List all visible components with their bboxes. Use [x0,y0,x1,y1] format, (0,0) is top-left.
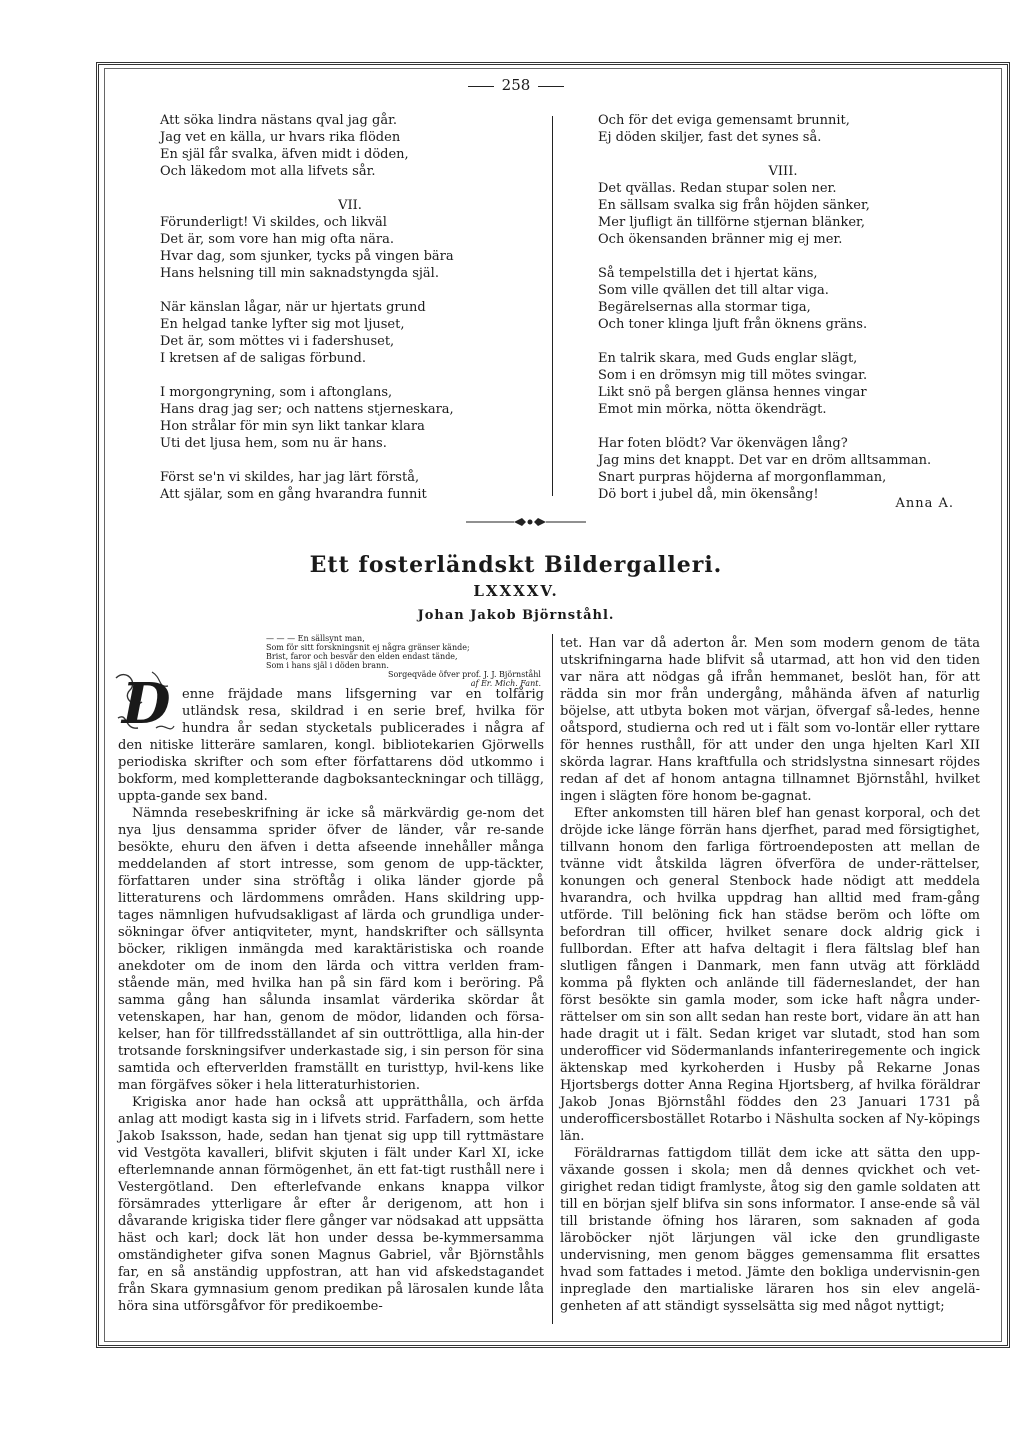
poem-column-divider [552,116,553,496]
article-subject: Johan Jakob Björnståhl. [417,608,615,623]
paragraph-text: enne fräjdade mans lifsgerning var en tolfårig utländsk resa, skildrad i en serie bref, hvilka för hundra år sedan stycketals publicerades i några af den nitiske litteräre samlaren, kongl. bibliotekarien Gjörwells periodiska skrifter och som efter författarens död utkommo i bokform, med kompletterande dagboksanteckningar och tillägg, uppta-gande sex band. [118,687,544,804]
stanza-gap [598,248,968,265]
poem-line: Och för det eviga gemensamt brunnit, [598,113,850,128]
article-paragraph: tet. Han var då aderton år. Men som modern genom de täta utskrifningarna hade blifvit så utarmad, att hon vid den tiden var nära att nödgas gå ifrån hemmanet, beslöt han, för att rädda sin mor från undergång, måhända äfven af naturlig böjelse, att utbyta boken mot värjan, öfvergaf så-ledes, henne oåtspord, studierna och red ut i fält som vo-lontär eller ryttare för hennes rusthåll, för att under den unga hjelten Karl XII skörda lagrar. Hans kraftfulla och stridslystna sinnesart röjdes redan af det af honom antagna tillnamnet Björnståhl, hvilket ingen i slägten före honom be-gagnat. [560,636,980,804]
poem-line: En sällsam svalka sig från höjden sänker, [598,198,870,213]
poem-line: Mer ljufligt än tillförne stjernan blänker, [598,215,865,230]
poem-signature: Anna A. [895,496,954,511]
poem-line: I kretsen af de saligas förbund. [160,351,366,366]
epigraph [266,634,541,688]
poem-line: Att söka lindra nästans qval jag går. [160,113,397,128]
poem-line: Hans drag jag ser; och nattens stjerneskara, [160,402,454,417]
poem-line: Det qvällas. Redan stupar solen ner. [598,181,837,196]
poem-line: En talrik skara, med Guds englar slägt, [598,351,858,366]
poem-line: Hvar dag, som sjunker, tycks på vingen bära [160,249,454,264]
poem-line: En själ får svalka, äfven midt i döden, [160,147,409,162]
page-number-dash-right [538,86,564,87]
drop-cap-letter: D [122,671,171,737]
body-column-divider [552,634,553,1324]
epigraph-line: Som i hans själ i döden brann. [266,661,389,670]
poem-line: Förunderligt! Vi skildes, och likväl [160,215,387,230]
stanza-gap [160,367,540,384]
drop-cap-space [118,686,182,734]
poem-line: Det är, som vore han mig ofta nära. [160,232,394,247]
page-number [0,76,1032,94]
article-paragraph: Krigiska anor hade han också att upprätthålla, och ärfda anlag att modigt kasta sig in i lifvets strid. Farfadern, som hette Jakob Isaksson, hade, sedan han tjenat sig upp till ryttmästare vid Vestgöta kavalleri, blifvit skjuten i fält under Karl XI, icke efterlemnande annan förmögenhet, än ett fat-tigt rusthåll nere i Vestergötland. Den efterlefvande enkans knappa vilkor försämrades ytterligare år efter år derigenom, att hon i dåvarande krigiska tider flere gånger var nödsakad att uppsätta häst och karl; dock lät hon under dessa be-kymmersamma omständigheter gifva sonen Magnus Gabriel, vår Björnståhls far, en så anständig uppfostran, att han vid afskedstagandet från Skara gymnasium genom predikan på lärosalen kunde låta höra sina utförsgåfvor för predikoembe- [118,1095,544,1314]
article-title: Ett fosterländskt Bildergalleri. [309,552,723,578]
page-number-value: 258 [501,76,531,94]
article-left-column [118,686,544,1315]
stanza-gap [160,452,540,469]
article-right-column [560,635,980,1315]
poem-line: Och ökensanden bränner mig ej mer. [598,232,843,247]
poem-line: Hans helsning till min saknadstyngda själ. [160,266,439,281]
poem-line: Begärelsernas alla stormar tiga, [598,300,811,315]
poem-line: En helgad tanke lyfter sig mot ljuset, [160,317,405,332]
poem-line: Likt snö på bergen glänsa hennes vingar [598,385,867,400]
poem-line: Uti det ljusa hem, som nu är hans. [160,436,387,451]
poem-line: Och läkedom mot alla lifvets sår. [160,164,376,179]
section-ornament [466,516,586,528]
poem-line: Hon strålar för min syn likt tankar klara [160,419,425,434]
article-paragraph: Föräldrarnas fattigdom tillät dem icke att sätta den upp-växande gossen i skola; men då dennes qvickhet och vet-girighet redan tidigt framlyste, åtog sig den gamle soldaten att till en början sjelf blifva sin sons informator. I anse-ende så väl till bristande öfning hos läraren, som saknaden af goda läroböcker njöt lärjungen väl icke den grundligaste undervisning, men genom bägges gemensamma flit ersattes hvad som fattades i metod. Jämte den bokliga undervisnin-gen inpreglade den martialiske läraren hos sin elev angelä-genheten af att ständigt sysselsätta sig med något nyttigt; [560,1146,980,1314]
epigraph-line: Sorgeqväde öfver prof. J. J. Björnståhl [387,670,541,679]
poem-line: Som ville qvällen det till altar viga. [598,283,829,298]
poem-line: I morgongryning, som i aftonglans, [160,385,393,400]
poem-line: När känslan lågar, när ur hjertats grund [160,300,426,315]
stanza-numeral: VII. [338,198,362,213]
stanza-gap [598,333,968,350]
poem-right-column [598,112,968,503]
poem-left-column [160,112,540,503]
stanza-numeral: VIII. [768,164,798,179]
page-number-dash-left [468,86,494,87]
poem-line: Ej döden skiljer, fast det synes så. [598,130,822,145]
epigraph-line: — — — En sällsynt man, [266,634,365,643]
epigraph-author: af Er. Mich. Fant. [470,679,541,688]
poem-line: Emot min mörka, nötta ökendrägt. [598,402,827,417]
article-paragraph: Nämnda resebeskrifning är icke så märkvärdig ge-nom det nya ljus densamma sprider öfver de länder, vår re-sande besökte, ehuru den äfven i detta afseende innehåller många meddelanden af stort intresse, som genom de upp-täckter, författaren under sina ströftåg i olika länder gjorde på litteraturens och lärdommens områden. Hans skildring upp-tages nämnligen hufvudsakligast af lärda och grundliga under-sökningar öfver antiqviteter, mynt, handskrifter och sällsynta böcker, rikligen inmängda med karaktäristiska och roande anekdoter om de inom den lärda och vittra verlden fram-stående män, med hvilka han på sin färd kom i beröring. På samma gång han sålunda insamlat värderika skördar åt vetenskapen, har han, genom de mödor, lidanden och försa-kelser, han för tillfredsställandet af sin outtröttliga, alla hin-der trotsande forskningsifver underkastade sig, i sin person för sina samtida och efterverlden framställt en turisttyp, hvil-kens like man förgäfves söker i hela litteraturhistorien. [118,806,544,1093]
poem-line: Och toner klinga ljuft från öknens gräns. [598,317,868,332]
stanza-gap [598,418,968,435]
poem-line: Snart purpras höjderna af morgonflamman, [598,470,887,485]
poem-line: Först se'n vi skildes, har jag lärt förstå, [160,470,420,485]
article-paragraph: Efter ankomsten till hären blef han genast korporal, och det dröjde icke länge förrän hans djerfhet, parad med försigtighet, tillvann honom den farliga förtroendeposten att mellan de tvänne vidt åtskilda lägren öfverföra de under-rättelser, konungen och general Stenbock hade nödigt att meddela hvarandra, och hvilka uppdrag han alltid med fram-gång utförde. Till belöning fick han städse beröm och löfte om befordran till officer, hvilket senare dock aldrig gick i fullbordan. Efter att hafva deltagit i flera fältslag blef han slutligen fången i Danmark, men fann utväg att förklädd komma på flykten och anlände till fäderneslandet, der han först besökte sin gamla moder, som icke haft några under-rättelser om sin son allt sedan han reste bort, vidare än att han hade dragit ut i fält. Sedan kriget var slutadt, stod han som underofficer vid Södermanlands infanteriregemente och ingick äktenskap med kyrkoherden i Husby på Rekarne Jonas Hjortsbergs dotter Anna Regina Hjortsberg, af hvilka föräldrar Jakob Jonas Björnståhl föddes den 23 Januari 1731 på underofficersbostället Rotarbo i Näshulta socken af Ny-köpings län. [560,806,980,1144]
poem-line: Att själar, som en gång hvarandra funnit [160,487,427,502]
article-number: LXXXXV. [473,582,559,600]
article-paragraph [118,686,544,805]
poem-line: Dö bort i jubel då, min ökensång! [598,487,819,502]
poem-line: Har foten blödt? Var ökenvägen lång? [598,436,848,451]
epigraph-line: Som för sitt forskningsnit ej några gränser kände; [266,643,470,652]
poem-line: Så tempelstilla det i hjertat käns, [598,266,818,281]
poem-line: Det är, som möttes vi i fadershuset, [160,334,395,349]
stanza-gap [160,282,540,299]
poem-line: Jag mins det knappt. Det var en dröm alltsamman. [598,453,932,468]
poem-line: Jag vet en källa, ur hvars rika flöden [160,130,401,145]
poem-line: Som i en drömsyn mig till mötes svingar. [598,368,868,383]
epigraph-line: Brist, faror och besvär den elden endast tände, [266,652,458,661]
